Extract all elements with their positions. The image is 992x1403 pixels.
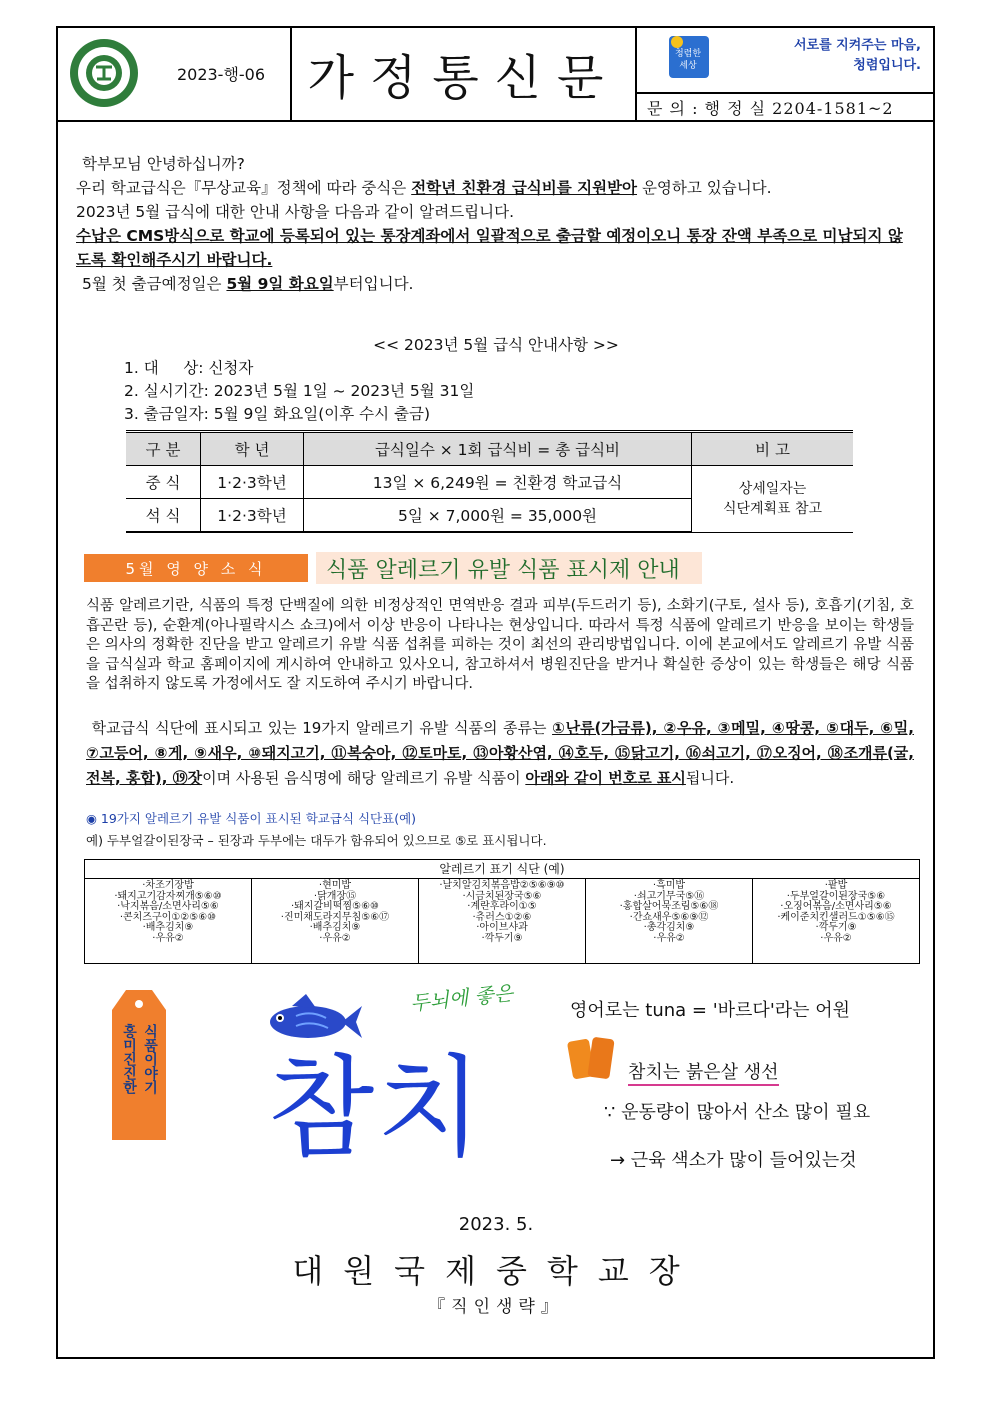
menu-item: ·콘치즈구이①②⑤⑥⑩ <box>119 911 217 923</box>
menu-item: ·돼지갈비떡찜⑤⑥⑩ <box>290 901 380 912</box>
svg-text:청렴한: 청렴한 <box>674 49 702 59</box>
menu-item: ·우유② <box>653 932 685 944</box>
header-right <box>637 26 933 120</box>
allergy-menu-table <box>84 859 920 964</box>
menu-item: ·차조기장밥 <box>142 880 194 891</box>
menu-item: ·총각김치⑨ <box>643 922 695 933</box>
nutrition-tag: 5월 영 양 소 식 <box>84 554 308 582</box>
tuna-title: 참치 <box>268 1044 485 1172</box>
table-row: 중 식 1·2·3학년 13일 × 6,249원 = 친환경 학교급식 상세일자는 식단계획표 참고 <box>126 466 853 499</box>
intro-line3: 2023년 5월 급식에 대한 안내 사항을 다음과 같이 알려드립니다. <box>76 203 515 221</box>
menu-item: ·날치알김치볶음밥②⑤⑥⑨⑩ <box>439 880 565 891</box>
intro-line5: 5월 첫 출금예정일은 5월 9일 화요일부터입니다. <box>82 275 414 293</box>
menu-item: ·쇠고기무국⑤⑯ <box>633 890 705 902</box>
menu-column <box>753 879 919 964</box>
menu-item: ·홍합살어묵조림⑤⑥⑱ <box>619 901 719 912</box>
menu-item: ·진미채도라지무침⑤⑥⑰ <box>280 911 390 923</box>
contact-info: 문 의 : 행 정 실 2204-1581~2 <box>637 92 933 120</box>
remark-cell: 상세일자는 식단계획표 참고 <box>692 466 854 533</box>
issue-date: 2023. 5. <box>458 1214 534 1235</box>
menu-item: ·낙지볶음/소면사리⑤⑥ <box>117 901 219 912</box>
menu-item: ·아이브샤과 <box>476 922 528 933</box>
tuna-note: 참치는 붉은살 생선 <box>628 1058 779 1086</box>
menu-item: ·배추김치⑨ <box>142 922 194 933</box>
brain-good-text: 두뇌에 좋은 <box>409 980 515 1016</box>
menu-item: ·츄러스①②⑥ <box>472 911 532 923</box>
menu-item: ·돼지고기감자찌개⑤⑥⑩ <box>114 890 222 902</box>
menu-item: ·현미밥 <box>318 880 352 891</box>
menu-item: ·시금치된장국⑤⑥ <box>462 890 542 902</box>
notice-title: << 2023년 5월 급식 안내사항 >> <box>373 336 619 354</box>
menu-column <box>586 879 753 964</box>
menu-columns <box>85 879 919 964</box>
slogan: 서로를 지켜주는 마음, 청렴입니다. <box>793 38 921 73</box>
document-code: 2023-행-06 <box>176 64 266 84</box>
red-meat-icon <box>566 1034 622 1084</box>
nutrition-title: 식품 알레르기 유발 식품 표시제 안내 <box>316 552 702 584</box>
tuna-note: 영어로는 tuna = '바르다'라는 어원 <box>570 1000 851 1021</box>
notice-item: 2. 실시기간: 2023년 5월 1일 ~ 2023년 5월 31일 <box>124 382 475 400</box>
document-title: 가정통신문 <box>290 26 637 120</box>
menu-item: ·오징어볶음/소면사리⑤⑥ <box>780 901 892 912</box>
menu-column <box>85 879 252 964</box>
menu-item: ·팥밥 <box>824 880 848 891</box>
intro-line2: 우리 학교급식은『무상교육』정책에 따라 중식은 전학년 친환경 급식비를 지원받아 운영하고 있습니다. <box>76 179 772 197</box>
school-logo <box>56 26 152 120</box>
tuna-note: → 근육 색소가 많이 들어있는것 <box>610 1150 857 1171</box>
notice-list <box>124 357 474 426</box>
menu-example-description: 예) 두부얼갈이된장국 – 된장과 두부에는 대두가 함유되어 있으므로 ⑤로 표시됩니다. <box>86 833 547 848</box>
food-story-tag: 홍미진진한 식품이야기 <box>121 1024 158 1094</box>
school-principal: 대원국제중학교장 <box>292 1252 700 1290</box>
menu-column <box>419 879 586 964</box>
table-header-row: 구 분 학 년 급식일수 × 1회 급식비 = 총 급식비 비 고 <box>126 432 853 466</box>
allergy-paragraph: 식품 알레르기란, 식품의 특정 단백질에 의한 비정상적인 면역반응 결과 피부(두드러기 등), 소화기(구토, 설사 등), 호흡기(기침, 호흡곤란 등), 순환계(아나필락시스 쇼크)에서 이상 반응이 나타나는 현상입니다. 따라서 특정 식품에 알레르기 반응을 보이는 학생들은 의사의 정확한 진단을 받고 알레르기 유발 식품 섭취를 피하는 것이 최선의 관리방법입니다. 이에 본교에서도 알레르기 유발 식품을 급식실과 학교 홈페이지에 게시하여 안내하고 있사오니, 참고하셔서 병원진단을 받거나 확실한 증상이 있는 학생들은 해당 식품을 섭취하지 않도록 가정에서도 잘 지도하여 주시기 바랍니다. <box>86 598 914 692</box>
menu-item: ·두부얼갈이된장국⑤⑥ <box>786 890 886 902</box>
tuna-note: ∵ 운동량이 많아서 산소 많이 필요 <box>604 1102 871 1123</box>
seal-omitted: 『직인생략』 <box>428 1297 564 1317</box>
menu-item: ·닭개장⑮ <box>313 890 357 902</box>
table-row: 석 식 1·2·3학년 5일 × 7,000원 = 35,000원 <box>126 499 853 533</box>
greeting: 학부모님 안녕하십니까? <box>82 155 245 173</box>
menu-item: ·깍두기⑨ <box>481 932 523 944</box>
menu-item: ·계란후라이①⑤ <box>467 901 537 912</box>
intro-line4: 수납은 CMS방식으로 학교에 등록되어 있는 통장계좌에서 일괄적으로 출금할 예정이오니 통장 잔액 부족으로 미납되지 않도록 확인해주시기 바랍니다. <box>76 227 903 269</box>
menu-column <box>252 879 419 964</box>
notice-item: 3. 출금일자: 5월 9일 화요일(이후 수시 출금) <box>124 405 430 423</box>
menu-item: ·간쇼새우⑤⑥⑨⑫ <box>629 911 709 923</box>
notice-item: 1. 대 상: 신청자 <box>124 359 254 377</box>
fee-table <box>126 430 853 533</box>
header <box>56 26 935 122</box>
intro-text <box>76 152 916 296</box>
menu-item: ·깍두기⑨ <box>815 922 857 933</box>
menu-example-note: ◉ 19가지 알레르기 유발 식품이 표시된 학교급식 식단표(예) <box>86 811 417 826</box>
campaign-logo <box>663 32 713 82</box>
menu-item: ·우유② <box>152 932 184 944</box>
menu-table-header: 알레르기 표기 식단 (예) <box>85 860 919 879</box>
svg-text:세상: 세상 <box>679 61 697 71</box>
menu-item: ·케이준치킨샐러드①⑤⑥⑮ <box>777 911 895 923</box>
menu-item: ·배추김치⑨ <box>309 922 361 933</box>
menu-item: ·흑미밥 <box>652 880 686 891</box>
menu-item: ·우유② <box>820 932 852 944</box>
menu-item: ·우유② <box>319 932 351 944</box>
allergy-list-paragraph: 학교급식 식단에 표시되고 있는 19가지 알레르기 유발 식품의 종류는 ①난류(가금류), ②우유, ③메밀, ④땅콩, ⑤대두, ⑥밀, ⑦고등어, ⑧게, ⑨새우, ⑩돼지고기, ⑪복숭아, ⑫토마토, ⑬아황산염, ⑭호두, ⑮닭고기, ⑯쇠고기, ⑰오징어, ⑱조개류(굴, 전복, 홍합), ⑲잣이며 사용된 음식명에 해당 알레르기 유발 식품이 아래와 같이 번호로 표시됩니다. <box>86 719 914 787</box>
